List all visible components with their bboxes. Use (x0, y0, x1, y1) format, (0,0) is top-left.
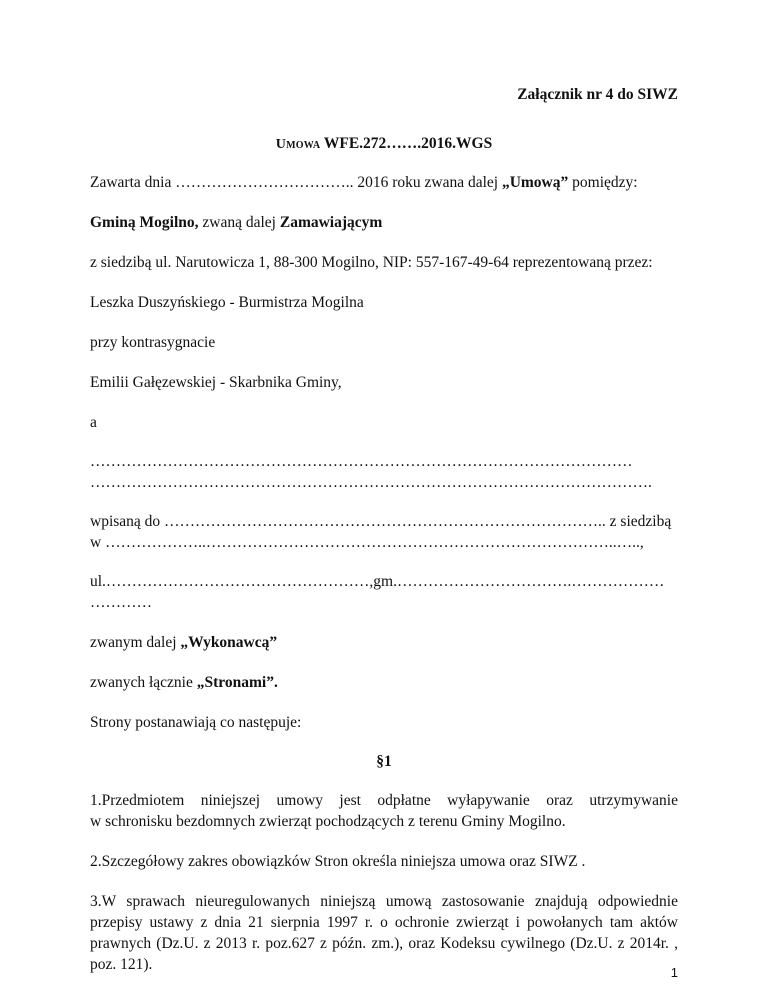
section-1-point-3d: poz. 121). (90, 956, 153, 973)
contractor-alias-text: zwanym dalej (90, 634, 181, 651)
section-1-point-3a: 3.W sprawach nieuregulowanych niniejszą umową zastosowanie znajdują odpowiednie (90, 893, 678, 910)
countersignature-label: przy kontrasygnacie (90, 334, 216, 351)
parties-agree: Strony postanawiają co następuje: (90, 714, 302, 731)
section-1-heading: §1 (376, 753, 392, 770)
contract-date-bold: „Umową” (501, 174, 569, 191)
parties-alias-text: zwanych łącznie (90, 674, 197, 691)
contractor-alias-bold: „Wykonawcą” (180, 634, 278, 651)
parties-alias-line (90, 674, 678, 693)
contractor-name-dots-2: ………………………………………………………………………………………………. (90, 474, 652, 491)
section-1-point-2: 2.Szczegółowy zakres obowiązków Stron określa niniejsza umowa oraz SIWZ . (90, 853, 586, 870)
party-address: z siedzibą ul. Narutowicza 1, 88-300 Mogilno, NIP: 557-167-49-64 reprezentowaną przez: (90, 254, 653, 271)
parties-alias-bold: „Stronami”. (196, 674, 278, 691)
party-gmina-line (90, 214, 678, 233)
contract-title (90, 135, 678, 154)
section-1-point-1a: 1.Przedmiotem niniejszej umowy jest odpłatne wyłapywanie oraz utrzymywanie (90, 792, 678, 809)
section-1-point-3c: prawnych (Dz.U. z 2013 r. poz.627 z późn. zm.), oraz Kodeksu cywilnego (Dz.U. z 2014r. , (90, 935, 678, 952)
contract-date-line (90, 174, 678, 193)
representative-treasurer: Emilii Gałęzewskiej - Skarbnika Gminy, (90, 374, 342, 391)
contract-title-number: WFE.272…….2016.WGS (320, 135, 493, 152)
register-line-1: wpisaną do ………………………………………………………………………….. z siedzibą (90, 513, 672, 530)
party-gmina-role: Zamawiającym (279, 214, 383, 231)
street-line-2: ………… (90, 594, 152, 611)
representative-mayor: Leszka Duszyńskiego - Burmistrza Mogilna (90, 294, 364, 311)
contractor-alias-line (90, 634, 678, 653)
street-line-1: ul.……………………………………………,gm.…………………………….……………… (90, 573, 665, 590)
contract-date-text: Zawarta dnia …………………………….. 2016 roku zwana dalej (90, 174, 502, 191)
party-gmina-mid: zwaną dalej (198, 214, 280, 231)
page-number: 1 (670, 965, 678, 980)
annex-label: Załącznik nr 4 do SIWZ (517, 86, 678, 103)
party-gmina-name: Gminą Mogilno, (90, 214, 199, 231)
section-1-point-1b: w schronisku bezdomnych zwierząt pochodzących z terenu Gminy Mogilno. (90, 813, 566, 830)
contractor-name-dots-1: …………………………………………………………………………………………… (90, 453, 633, 470)
conjunction-a: a (90, 414, 97, 431)
contract-title-umowa: Umowa (275, 137, 321, 152)
contract-date-post: pomiędzy: (568, 174, 638, 191)
register-line-2: w ………………..……………………………………………………………………..….., (90, 534, 644, 551)
section-1-point-3b: przepisy ustawy z dnia 21 sierpnia 1997 r. o ochronie zwierząt i powołanych tam aktów (90, 914, 678, 931)
